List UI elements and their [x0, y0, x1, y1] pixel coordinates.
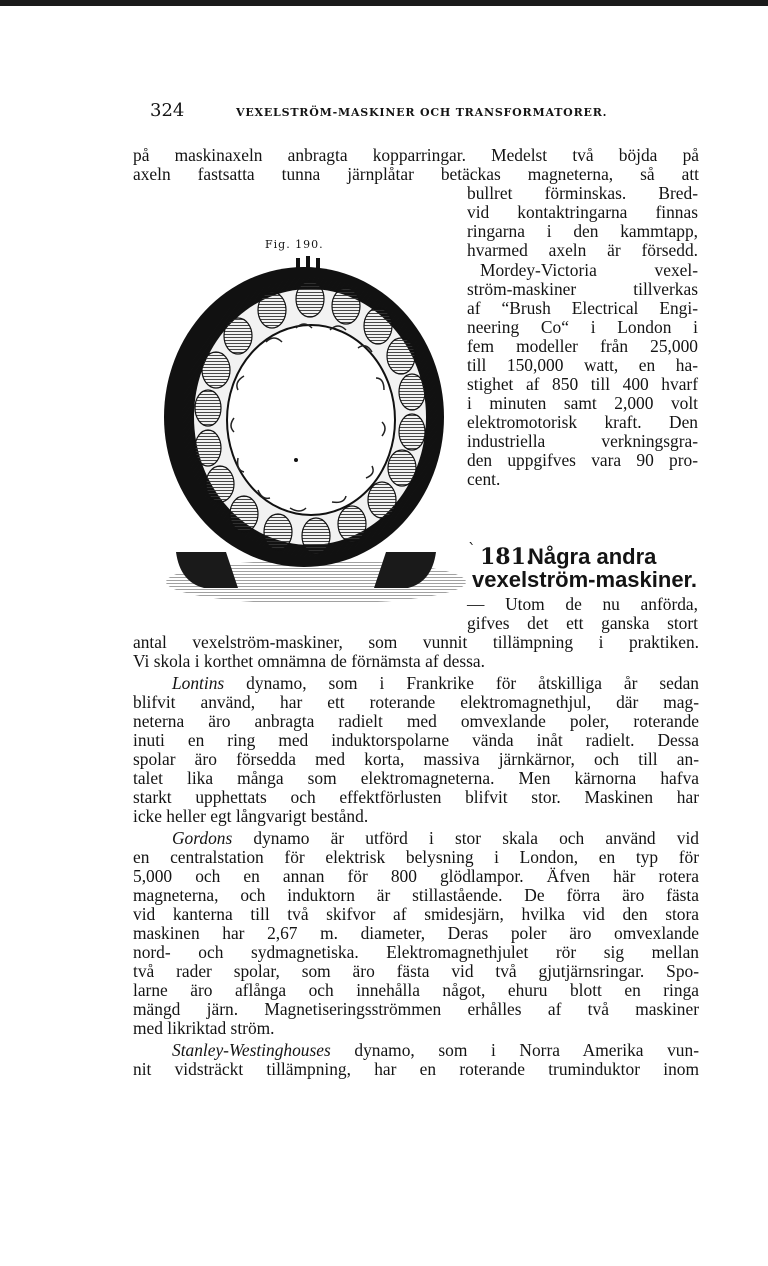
page-number: 324: [150, 100, 185, 121]
figure-caption: Fig. 190.: [265, 238, 324, 251]
text-line: antal vexelström-maskiner, som vunnit tillämpning i praktiken.: [133, 632, 699, 652]
text-line: gifves det ett ganska stort: [467, 613, 698, 633]
text-line: industriella verkningsgra-: [467, 431, 698, 451]
top-border-line: [0, 0, 768, 6]
paragraph-first-line: Lontins dynamo, som i Frankrike för åtskilliga år sedan: [172, 673, 699, 693]
text-line: på maskinaxeln anbragta kopparringar. Medelst två böjda på: [133, 145, 699, 165]
text-line: med likriktad ström.: [133, 1018, 275, 1038]
text-line: inuti en ring med induktorspolarne vända inåt radielt. Dessa: [133, 730, 699, 750]
name-italic: Lontins: [172, 673, 225, 693]
text-line: axeln fastsatta tunna järnplåtar betäckas magneterna, så att: [133, 164, 699, 184]
text-line: ringarna i den kammtapp,: [467, 221, 698, 241]
text-line: fem modeller från 25,000: [467, 336, 698, 356]
ring-dynamo-illustration-icon: [146, 252, 470, 624]
text-line: nit vidsträckt tillämpning, har en roterande truminduktor inom: [133, 1059, 699, 1079]
section-title-line1: Några andra: [528, 544, 657, 569]
text-line: bullret förminskas. Bred-: [467, 183, 698, 203]
text-line: 5,000 och en annan för 800 glödlampor. Äfven här rotera: [133, 866, 699, 886]
text-line: icke heller egt långvarigt bestånd.: [133, 806, 369, 826]
text-line: talet lika många som elektromagneterna. Men kärnorna hafva: [133, 768, 699, 788]
running-title: VEXELSTRÖM-MASKINER OCH TRANSFORMATORER.: [236, 106, 608, 119]
paragraph-first-line: Gordons dynamo är utförd i stor skala och använd vid: [172, 828, 699, 848]
text-line: af “Brush Electrical Engi-: [467, 298, 698, 318]
text-line: cent.: [467, 469, 501, 489]
text-line: blifvit använd, har ett roterande elektromagnethjul, där mag-: [133, 692, 699, 712]
text-line: nord- och sydmagnetiska. Elektromagnethjulet rör sig mellan: [133, 942, 699, 962]
text-line: Vi skola i korthet omnämna de förnämsta af dessa.: [133, 651, 485, 671]
paragraph-first-line: Stanley-Westinghouses dynamo, som i Norra Amerika vun-: [172, 1040, 699, 1060]
text-line: larne äro aflånga och innehålla något, ehuru blott en ringa: [133, 980, 699, 1000]
text-line: elektromotorisk kraft. Den: [467, 412, 698, 432]
section-title-line2: vexelström-maskiner.: [472, 567, 698, 592]
text-line: ström-maskiner tillverkas: [467, 279, 698, 299]
text-line: spolar äro försedda med korta, massiva järnkärnor, och till an-: [133, 749, 699, 769]
text-line: två rader spolar, som äro fästa vid två gjutjärnsringar. Spo-: [133, 961, 699, 981]
text-line: en centralstation för elektrisk belysning i London, en typ för: [133, 847, 699, 867]
text-line: magneterna, och induktorn är stillastående. De förra äro fästa: [133, 885, 699, 905]
text-line: vid kontaktringarna finnas: [467, 202, 698, 222]
text-line: mängd järn. Magnetiseringsströmmen erhålles af två maskiner: [133, 999, 699, 1019]
text-line: vid kanterna till två skifvor af smidesjärn, hvilka vid den stora: [133, 904, 699, 924]
name-italic: Gordons: [172, 828, 233, 848]
text-line: neering Co“ i London i: [467, 317, 698, 337]
text-line: till 150,000 watt, en ha-: [467, 355, 698, 375]
text-line: starkt upphettats och effektförlusten blifvit stor. Maskinen har: [133, 787, 699, 807]
text-line: i minuten samt 2,000 volt: [467, 393, 698, 413]
section-mark: ˋ: [468, 540, 476, 559]
text-line: Mordey-Victoria vexel-: [480, 260, 698, 280]
name-italic: Stanley-Westinghouses: [172, 1040, 331, 1060]
text-line: maskinen har 2,67 m. diameter, Deras poler äro omvexlande: [133, 923, 699, 943]
text-line: neterna äro anbragta radielt med omvexlande poler, roterande: [133, 711, 699, 731]
text-line: stighet af 850 till 400 hvarf: [467, 374, 698, 394]
text-line: den uppgifves vara 90 pro-: [467, 450, 698, 470]
text-line: — Utom de nu anförda,: [467, 594, 698, 614]
section-number: 181.: [480, 544, 534, 570]
text-line: hvarmed axeln är försedd.: [467, 240, 698, 260]
page-header: [150, 100, 710, 124]
